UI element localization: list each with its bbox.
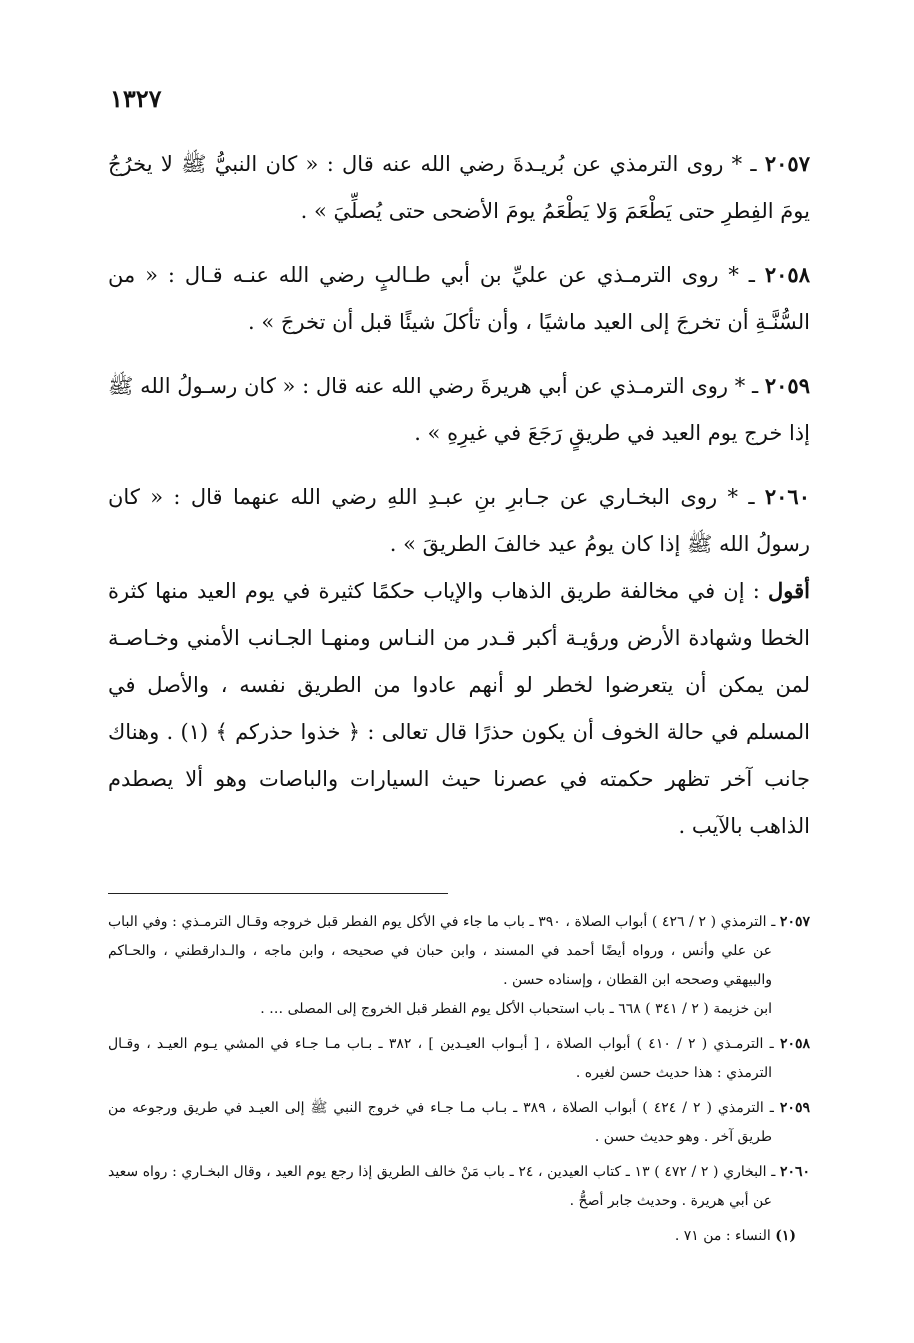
hadith-text: ـ * روى الترمذي عن بُريـدةَ رضي الله عنه قال : « كان النبيُّ ﷺ لا يخرُجُ يومَ الفِطرِ حتى يَطْعَمَ وَلا يَطْعَمُ يومَ الأضحى حتى يُصلِّيَ » .: [108, 152, 810, 223]
footnote-text: النساء : من ٧١ .: [674, 1228, 776, 1244]
footnote-text: ـ البخاري ( ٢ / ٤٧٢ ) ١٣ ـ كتاب العيدين ، ٢٤ ـ باب مَنْ خالف الطريق إذا رجع يوم العيد ، وقال البخـاري : رواه سعيد عن أبي هريرة . وحديث جابر أصحُّ .: [108, 1164, 780, 1209]
hadith-2057: [108, 140, 810, 235]
hadith-text: ـ * روى البخـاري عن جـابرِ بنِ عبـدِ اللهِ رضي الله عنهما قال : « كان رسولُ الله ﷺ إذا كان يومُ عيد خالفَ الطريقَ » .: [108, 485, 810, 556]
footnote-2060: [108, 1158, 810, 1216]
footnote-text: ـ الترمذي ( ٢ / ٤٢٦ ) أبواب الصلاة ، ٣٩٠ ـ باب ما جاء في الأكل يوم الفطر قبل خروجه وقـال الترمـذي : وفي الباب عن علي وأنس ، ورواه أيضًا أحمد في المسند ، وابن حبان في صحيحه ، وابن ماجه ، والـدارقطني ، والحـاكم والبيهقي وصححه ابن القطان ، وإسناده حسن .: [108, 914, 780, 988]
hadith-number: ٢٠٦٠: [764, 484, 810, 509]
hadith-number: ٢٠٥٧: [764, 151, 810, 176]
commentary-paragraph: [108, 567, 810, 850]
footnote-text: ـ الترمذي ( ٢ / ٤٢٤ ) أبواب الصلاة ، ٣٨٩ ـ بـاب مـا جـاء في خروج النبي ﷺ إلى العيـد في طريق ورجوعه من طريق آخر . وهو حديث حسن .: [108, 1100, 780, 1145]
hadith-2059: [108, 362, 810, 457]
commentary-lead: أقول: [768, 578, 811, 603]
hadith-2060: [108, 473, 810, 568]
footnote-separator: [108, 893, 448, 894]
hadith-text: ـ * روى الترمـذي عن أبي هريرةَ رضي الله عنه قال : « كان رسـولُ الله ﷺ إذا خرج يوم العيد في طريقٍ رَجَعَ في غيرِهِ » .: [108, 374, 810, 445]
hadith-list: [108, 140, 810, 584]
hadith-number: ٢٠٥٨: [764, 262, 810, 287]
footnote-extra-text: ابن خزيمة ( ٢ / ٣٤١ ) ٦٦٨ ـ باب استحباب الأكل يوم الفطر قبل الخروج إلى المصلى … .: [260, 1001, 772, 1017]
footnote-number: (١): [775, 1228, 796, 1244]
footnote-number: ٢٠٥٨: [779, 1036, 811, 1052]
commentary-text: : إن في مخالفة طريق الذهاب والإياب حكمًا كثيرة في يوم العيد منها كثرة الخطا وشهادة الأرض ورؤيـة أكبر قـدر من النـاس ومنهـا الجـانب الأمني وخـاصـة لمن يمكن أن يتعرضوا لخطر لو أنهم عادوا من الطريق نفسه ، والأصل في المسلم في حالة الخوف أن يكون حذرًا قال تعالى : ﴿ خذوا حذركم ﴾ (١) . وهناك جانب آخر تظهر حكمته في عصرنا حيث السيارات والباصات وهو ألا يصطدم الذاهب بالآيب .: [108, 579, 810, 838]
page-number: ١٣٢٧: [110, 84, 162, 113]
footnote-text: ـ الترمـذي ( ٢ / ٤١٠ ) أبواب الصلاة ، [ أبـواب العيـدين ] ، ٣٨٢ ـ بـاب مـا جـاء في المشي يـوم العيـد ، وقـال الترمذي : هذا حديث حسن لغيره .: [108, 1036, 780, 1081]
footnote-number: ٢٠٥٧: [779, 914, 810, 930]
footnote-number: ٢٠٦٠: [779, 1164, 811, 1180]
footnote-quran-ref: [108, 1222, 810, 1251]
hadith-text: ـ * روى الترمـذي عن عليِّ بن أبي طـالبٍ رضي الله عنـه قـال : « من السُّنَّـةِ أن تخرجَ إلى العيد ماشيًا ، وأن تأكلَ شيئًا قبل أن تخرجَ » .: [108, 263, 810, 334]
footnote-2058: [108, 1030, 810, 1088]
footnote-2059: [108, 1094, 810, 1152]
footnote-2057: [108, 908, 810, 1024]
footnote-number: ٢٠٥٩: [779, 1100, 810, 1116]
footnotes: [108, 908, 810, 1257]
hadith-number: ٢٠٥٩: [764, 373, 810, 398]
hadith-2058: [108, 251, 810, 346]
